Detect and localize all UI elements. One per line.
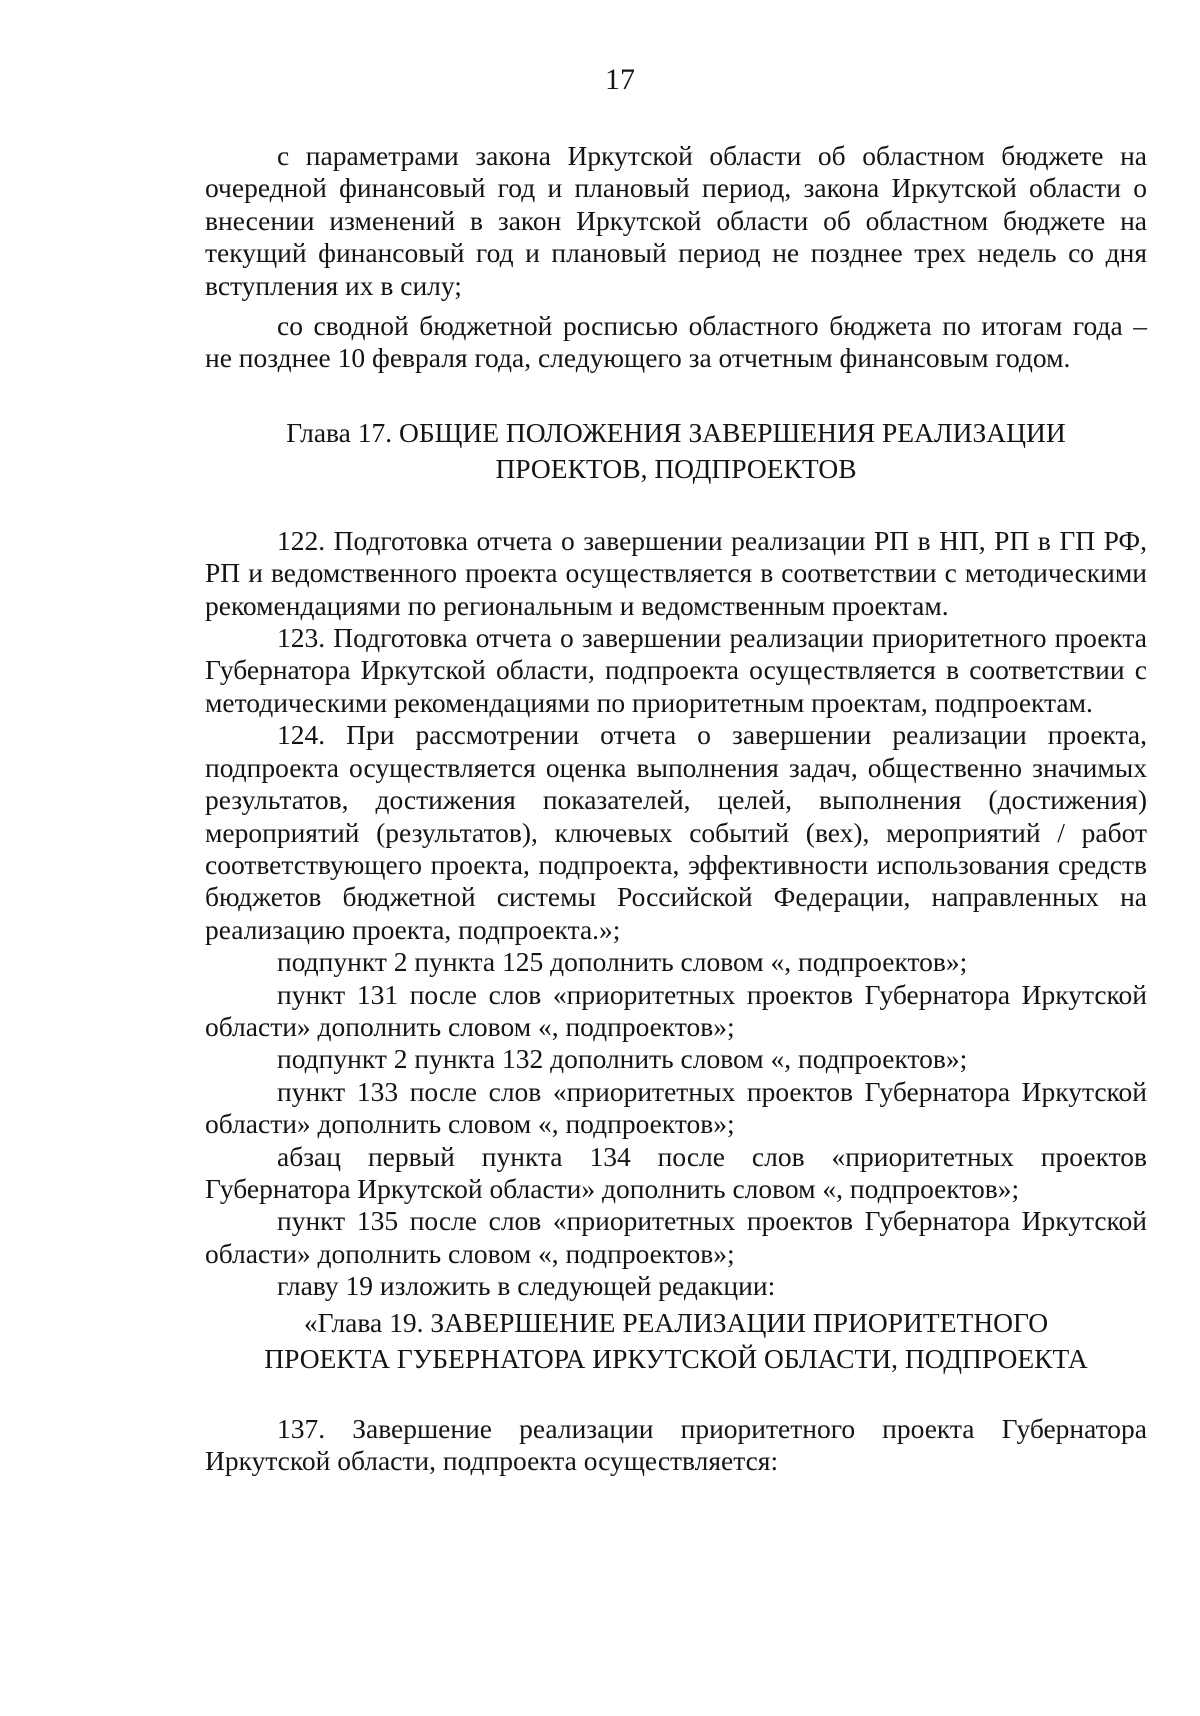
paragraph-budget-law: с параметрами закона Иркутской области об областном бюджете на очередной финансовый год и плановый период, закона Иркутской области о внесении изменений в закон Иркутской области об областном бюджете на текущий финансовый год и плановый период не позднее трех недель со дня вступления их в силу;: [205, 140, 1147, 301]
chapter-19-line-1: «Глава 19. ЗАВЕРШЕНИЕ РЕАЛИЗАЦИИ ПРИОРИТЕТНОГО: [303, 1306, 1049, 1338]
item-122: 122. Подготовка отчета о завершении реализации РП в НП, РП в ГП РФ, РП и ведомственного проекта осуществляется в соответствии с методическими рекомендациями по региональным и ведомственным проектам.: [205, 524, 1147, 621]
amendment-131: пункт 131 после слов «приоритетных проектов Губернатора Иркутской области» дополнить словом «, подпроектов»;: [205, 978, 1147, 1042]
item-123: 123. Подготовка отчета о завершении реализации приоритетного проекта Губернатора Иркутской области, подпроекта осуществляется в соответствии с методическими рекомендациями по приоритетным проектам, подпроектам.: [205, 622, 1147, 718]
amendment-chapter-19: главу 19 изложить в следующей редакции:: [277, 1270, 776, 1302]
amendment-134: абзац первый пункта 134 после слов «приоритетных проектов Губернатора Иркутской области» дополнить словом «, подпроектов»;: [205, 1140, 1147, 1204]
chapter-19-line-2: ПРОЕКТА ГУБЕРНАТОРА ИРКУТСКОЙ ОБЛАСТИ, ПОДПРОЕКТА: [264, 1342, 1088, 1374]
document-body: [205, 140, 1147, 1477]
chapter-17-heading: [205, 415, 1147, 487]
item-124: 124. При рассмотрении отчета о завершении реализации проекта, подпроекта осуществляется оценка выполнения задач, общественно значимых результатов, достижения показателей, целей, выполнения (достижения) мероприятий (результатов), ключевых событий (вех), мероприятий / работ соответствующего проекта, подпроекта, эффективности использования средств бюджетов бюджетной системы Российской Федерации, направленных на реализацию проекта, подпроекта.»;: [205, 719, 1147, 945]
chapter-19-heading: [205, 1305, 1147, 1377]
chapter-17-line-1: Глава 17. ОБЩИЕ ПОЛОЖЕНИЯ ЗАВЕРШЕНИЯ РЕАЛИЗАЦИИ: [286, 416, 1066, 448]
amendment-132: подпункт 2 пункта 132 дополнить словом «, подпроектов»;: [277, 1043, 968, 1075]
amendment-133: пункт 133 после слов «приоритетных проектов Губернатора Иркутской области» дополнить словом «, подпроектов»;: [205, 1075, 1147, 1140]
chapter-17-line-2: ПРОЕКТОВ, ПОДПРОЕКТОВ: [495, 452, 857, 484]
paragraph-budget-schedule: со сводной бюджетной росписью областного бюджета по итогам года – не позднее 10 февраля года, следующего за отчетным финансовым годом.: [205, 310, 1147, 374]
amendment-135: пункт 135 после слов «приоритетных проектов Губернатора Иркутской области» дополнить словом «, подпроектов»;: [205, 1205, 1147, 1269]
amendment-125: подпункт 2 пункта 125 дополнить словом «, подпроектов»;: [277, 946, 968, 978]
page-number: 17: [605, 63, 635, 96]
item-137: 137. Завершение реализации приоритетного проекта Губернатора Иркутской области, подпроекта осуществляется:: [205, 1412, 1147, 1476]
